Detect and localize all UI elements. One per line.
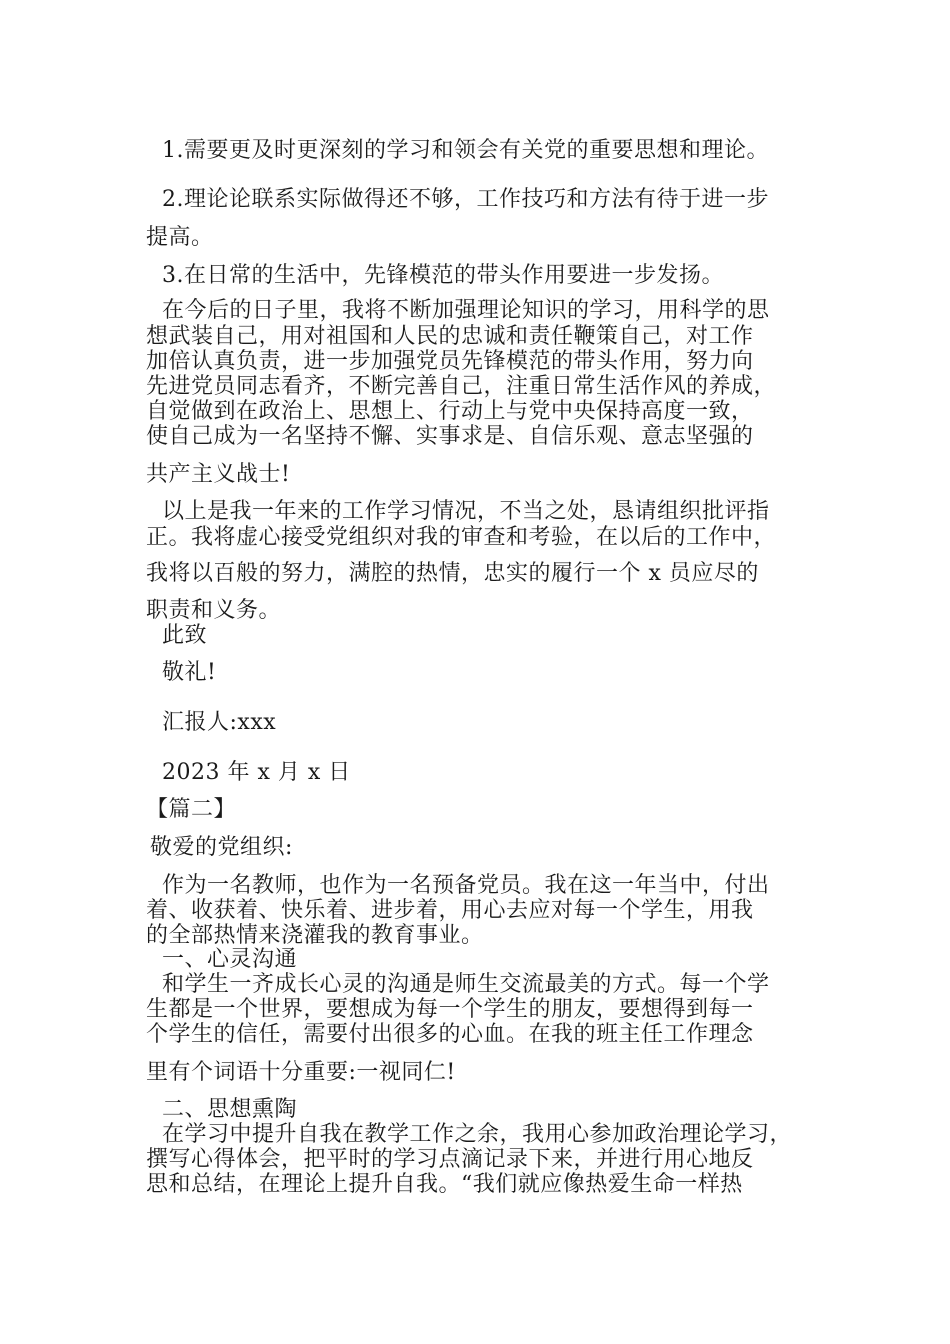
list-item-continuation: 提高。 <box>146 225 214 250</box>
salutation: 此致 <box>162 623 208 648</box>
paragraph-line: 和学生一齐成长心灵的沟通是师生交流最美的方式。每一个学 <box>162 972 770 997</box>
paragraph-line: 共产主义战士! <box>146 462 291 487</box>
paragraph-line: 在学习中提升自我在教学工作之余，我用心参加政治理论学习， <box>162 1122 793 1147</box>
list-item: 1.需要更及时更深刻的学习和领会有关党的重要思想和理论。 <box>162 138 769 163</box>
paragraph-line: 里有个词语十分重要:一视同仁! <box>146 1060 456 1085</box>
greeting: 敬爱的党组织: <box>150 835 293 860</box>
paragraph-line: 自觉做到在政治上、思想上、行动上与党中央保持高度一致， <box>146 399 754 424</box>
paragraph-line: 的全部热情来浇灌我的教育事业。 <box>146 923 484 948</box>
paragraph-line: 使自己成为一名坚持不懈、实事求是、自信乐观、意志坚强的 <box>146 424 754 449</box>
paragraph-line: 着、收获着、快乐着、进步着，用心去应对每一个学生，用我 <box>146 898 754 923</box>
section-heading: 二、思想熏陶 <box>162 1097 298 1122</box>
salutation: 敬礼! <box>162 660 217 685</box>
paragraph-line: 职责和义务。 <box>146 598 282 623</box>
list-item: 3.在日常的生活中，先锋模范的带头作用要进一步发扬。 <box>162 263 724 288</box>
paragraph-line: 个学生的信任，需要付出很多的心血。在我的班主任工作理念 <box>146 1022 754 1047</box>
paragraph-line: 先进党员同志看齐，不断完善自己，注重日常生活作风的养成， <box>146 374 777 399</box>
paragraph-line: 作为一名教师，也作为一名预备党员。我在这一年当中，付出 <box>162 873 770 898</box>
list-item: 2.理论论联系实际做得还不够，工作技巧和方法有待于进一步 <box>162 187 769 212</box>
paragraph-line: 撰写心得体会，把平时的学习点滴记录下来，并进行用心地反 <box>146 1147 754 1172</box>
paragraph-line: 我将以百般的努力，满腔的热情，忠实的履行一个 x 员应尽的 <box>146 561 759 586</box>
report-date: 2023 年 x 月 x 日 <box>162 760 351 785</box>
paragraph-line: 生都是一个世界，要想成为每一个学生的朋友，要想得到每一 <box>146 997 754 1022</box>
reporter-signature: 汇报人:xxx <box>162 710 277 735</box>
paragraph-line: 思和总结，在理论上提升自我。“我们就应像热爱生命一样热 <box>146 1172 743 1197</box>
paragraph-line: 正。我将虚心接受党组织对我的审查和考验，在以后的工作中， <box>146 525 777 550</box>
paragraph-line: 想武装自己，用对祖国和人民的忠诚和责任鞭策自己，对工作 <box>146 324 754 349</box>
section-heading: 一、心灵沟通 <box>162 947 298 972</box>
paragraph-line: 以上是我一年来的工作学习情况，不当之处，恳请组织批评指 <box>162 499 770 524</box>
paragraph-line: 在今后的日子里，我将不断加强理论知识的学习，用科学的思 <box>162 298 770 323</box>
section-label: 【篇二】 <box>146 797 237 822</box>
paragraph-line: 加倍认真负责，进一步加强党员先锋模范的带头作用，努力向 <box>146 349 754 374</box>
